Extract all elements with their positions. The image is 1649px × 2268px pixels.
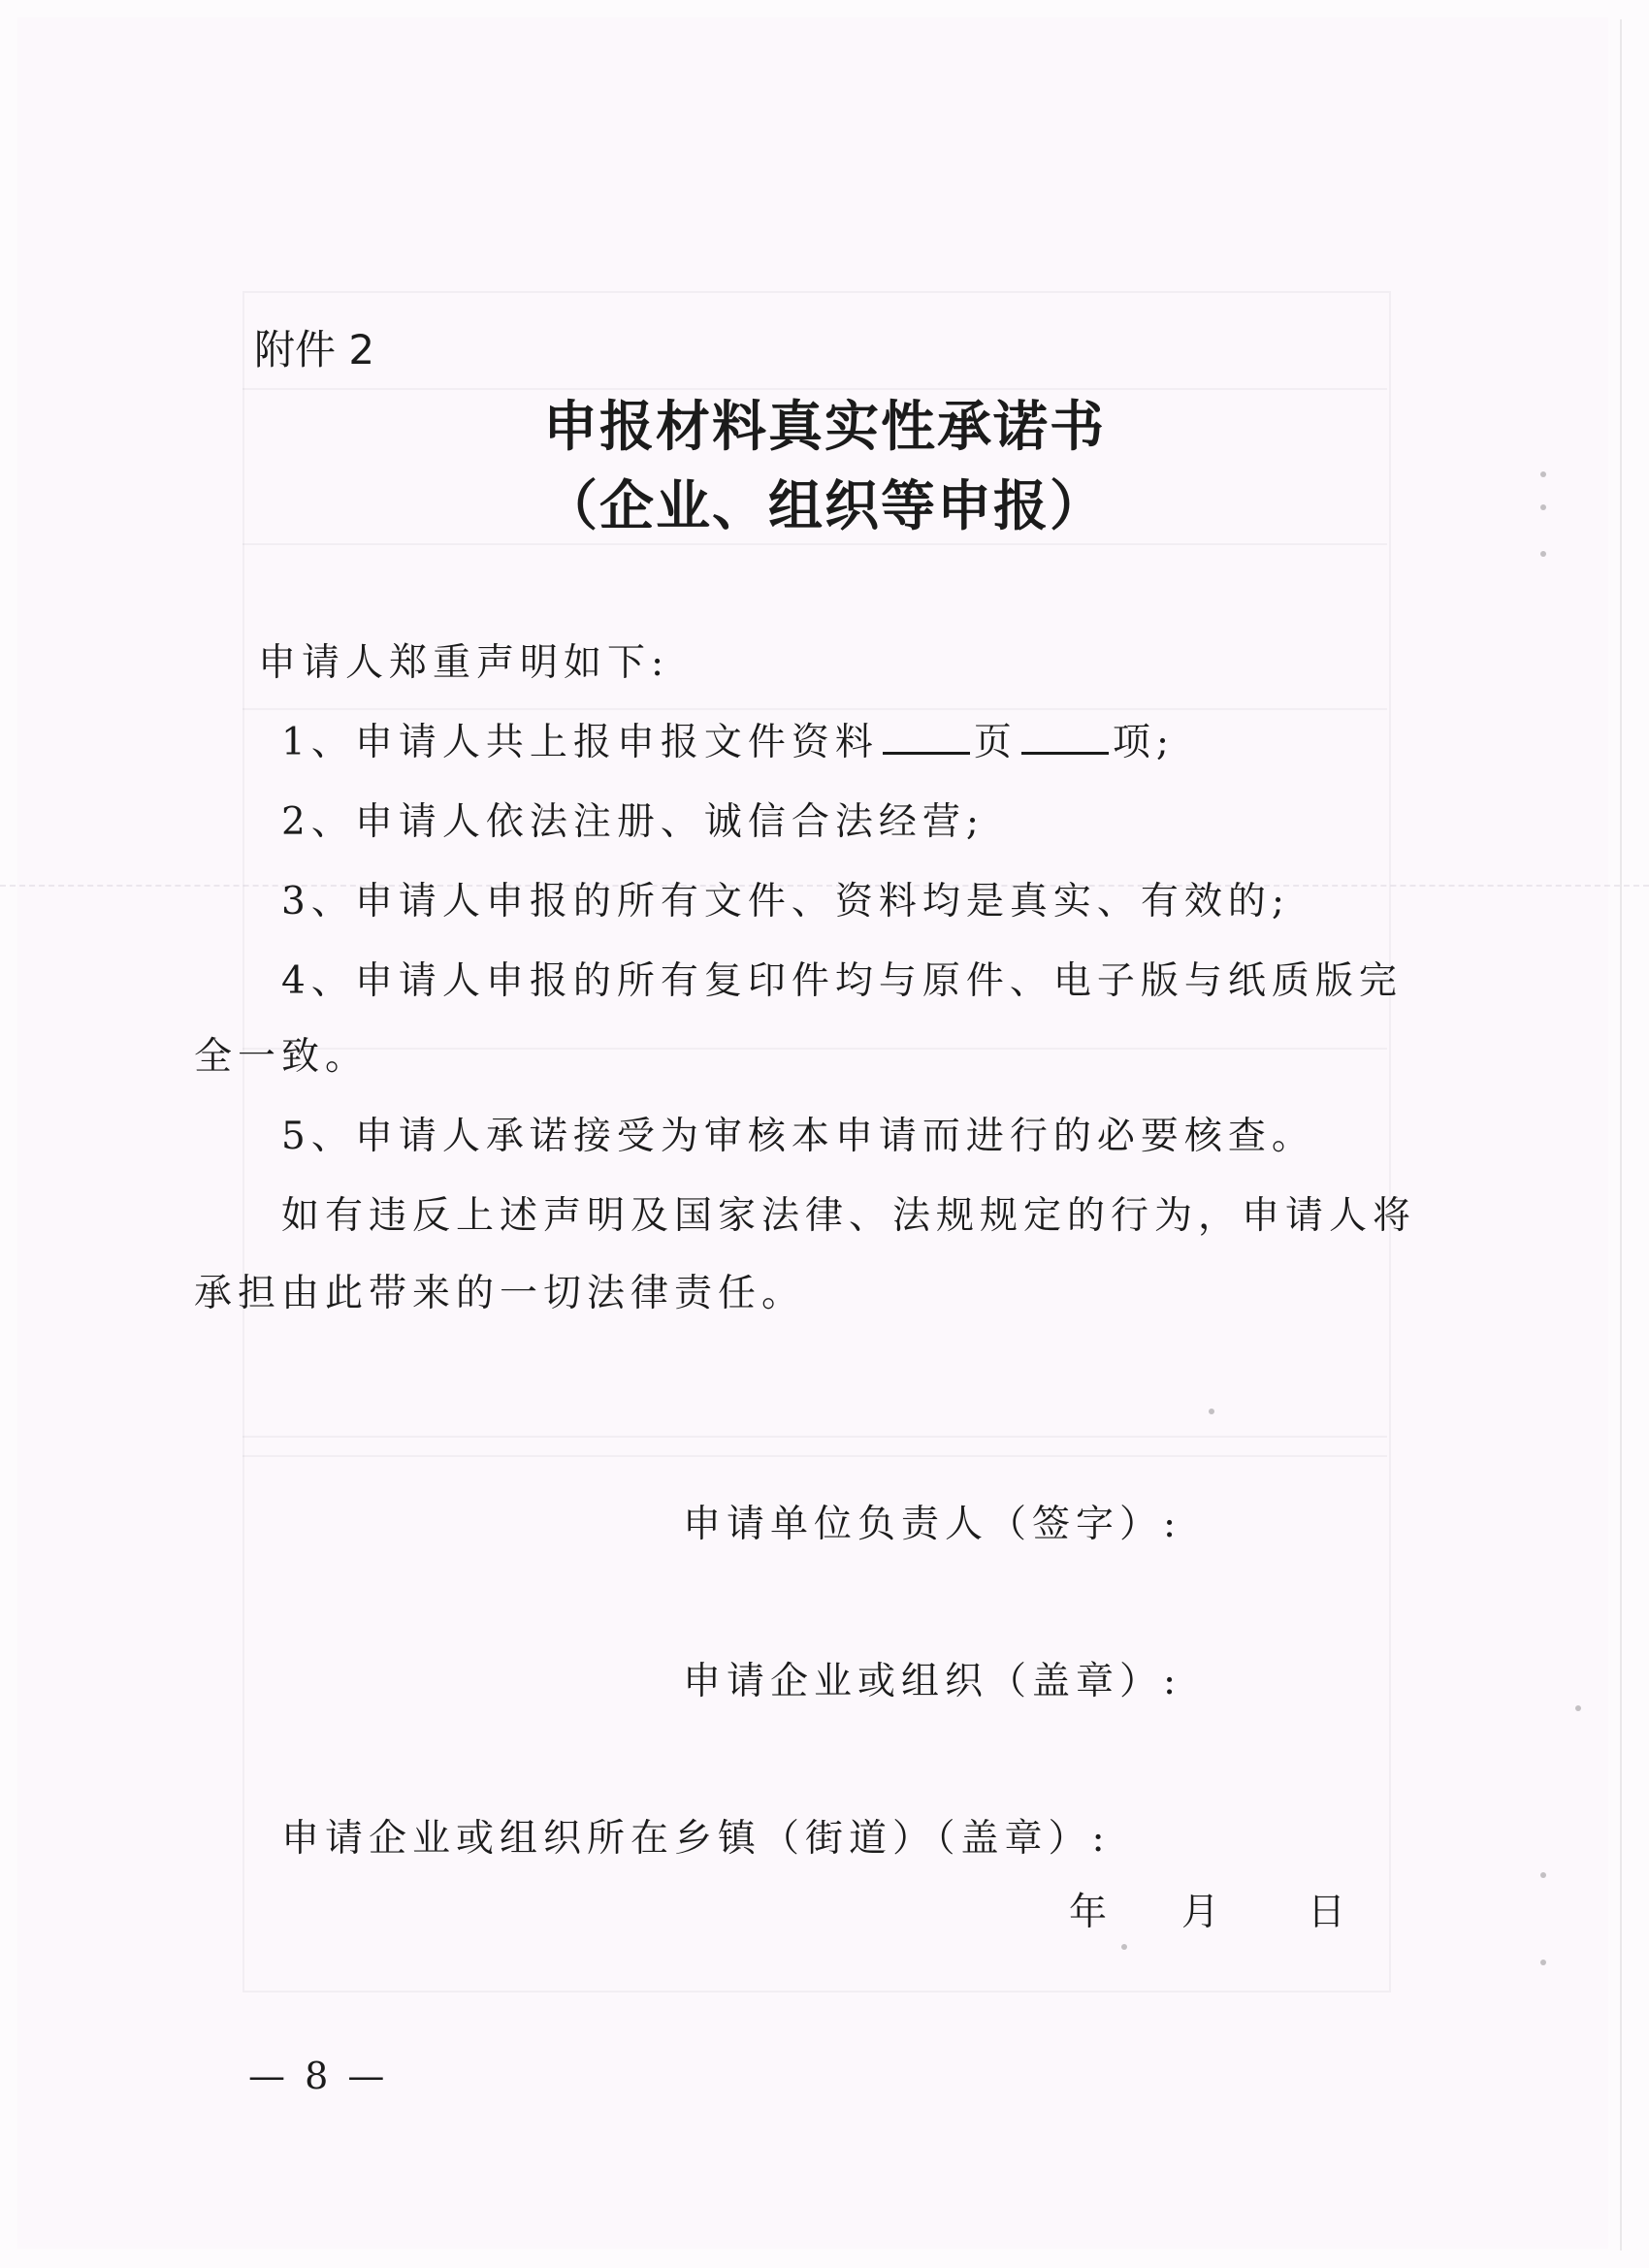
declaration-item-1 [281, 712, 1175, 766]
date-year-label: 年 [1069, 1891, 1108, 1934]
bleed-through-line [242, 1436, 1387, 1438]
attachment-label: 附件 2 [254, 326, 375, 373]
document-title: 申报材料真实性承诺书 [543, 396, 1106, 459]
document-subtitle: （企业、组织等申报） [543, 475, 1106, 538]
page-count-blank [883, 717, 970, 755]
intro-line: 申请人郑重声明如下: [258, 641, 670, 685]
organization-seal-line: 申请企业或组织（盖章）: [683, 1660, 1182, 1703]
bleed-through-line [242, 708, 1387, 710]
item1-suffix: 项; [1112, 721, 1175, 764]
item1-mid: 页 [973, 721, 1018, 764]
declaration-item-4-line1: 4、申请人申报的所有复印件均与原件、电子版与纸质版完 [281, 959, 1403, 1003]
closing-line2: 承担由此带来的一切法律责任。 [194, 1272, 806, 1315]
scan-speck [1540, 551, 1546, 557]
date-month-label: 月 [1181, 1891, 1220, 1934]
item-count-blank [1021, 717, 1109, 755]
page-number: — 8 — [248, 2055, 389, 2097]
bleed-through-line [242, 1455, 1387, 1457]
scan-speck [1575, 1705, 1581, 1711]
scan-speck [1540, 1960, 1546, 1965]
township-seal-line: 申请企业或组织所在乡镇（街道）（盖章）: [281, 1817, 1111, 1861]
item1-prefix: 1、申请人共上报申报文件资料 [281, 721, 879, 764]
declaration-item-2: 2、申请人依法注册、诚信合法经营; [281, 800, 985, 844]
page-edge [1620, 19, 1622, 2251]
leader-signature-line: 申请单位负责人（签字）: [683, 1503, 1182, 1546]
declaration-item-4-line2: 全一致。 [194, 1035, 370, 1079]
closing-line1: 如有违反上述声明及国家法律、法规规定的行为，申请人将 [281, 1194, 1417, 1238]
scan-speck [1209, 1409, 1214, 1414]
declaration-item-3: 3、申请人申报的所有文件、资料均是真实、有效的; [281, 880, 1290, 923]
declaration-item-5: 5、申请人承诺接受为审核本申请而进行的必要核查。 [281, 1115, 1315, 1158]
scan-speck [1121, 1944, 1127, 1950]
bleed-through-line [242, 543, 1387, 545]
bleed-through-line [242, 1048, 1387, 1050]
scan-speck [1540, 1872, 1546, 1878]
date-day-label: 日 [1308, 1891, 1346, 1934]
